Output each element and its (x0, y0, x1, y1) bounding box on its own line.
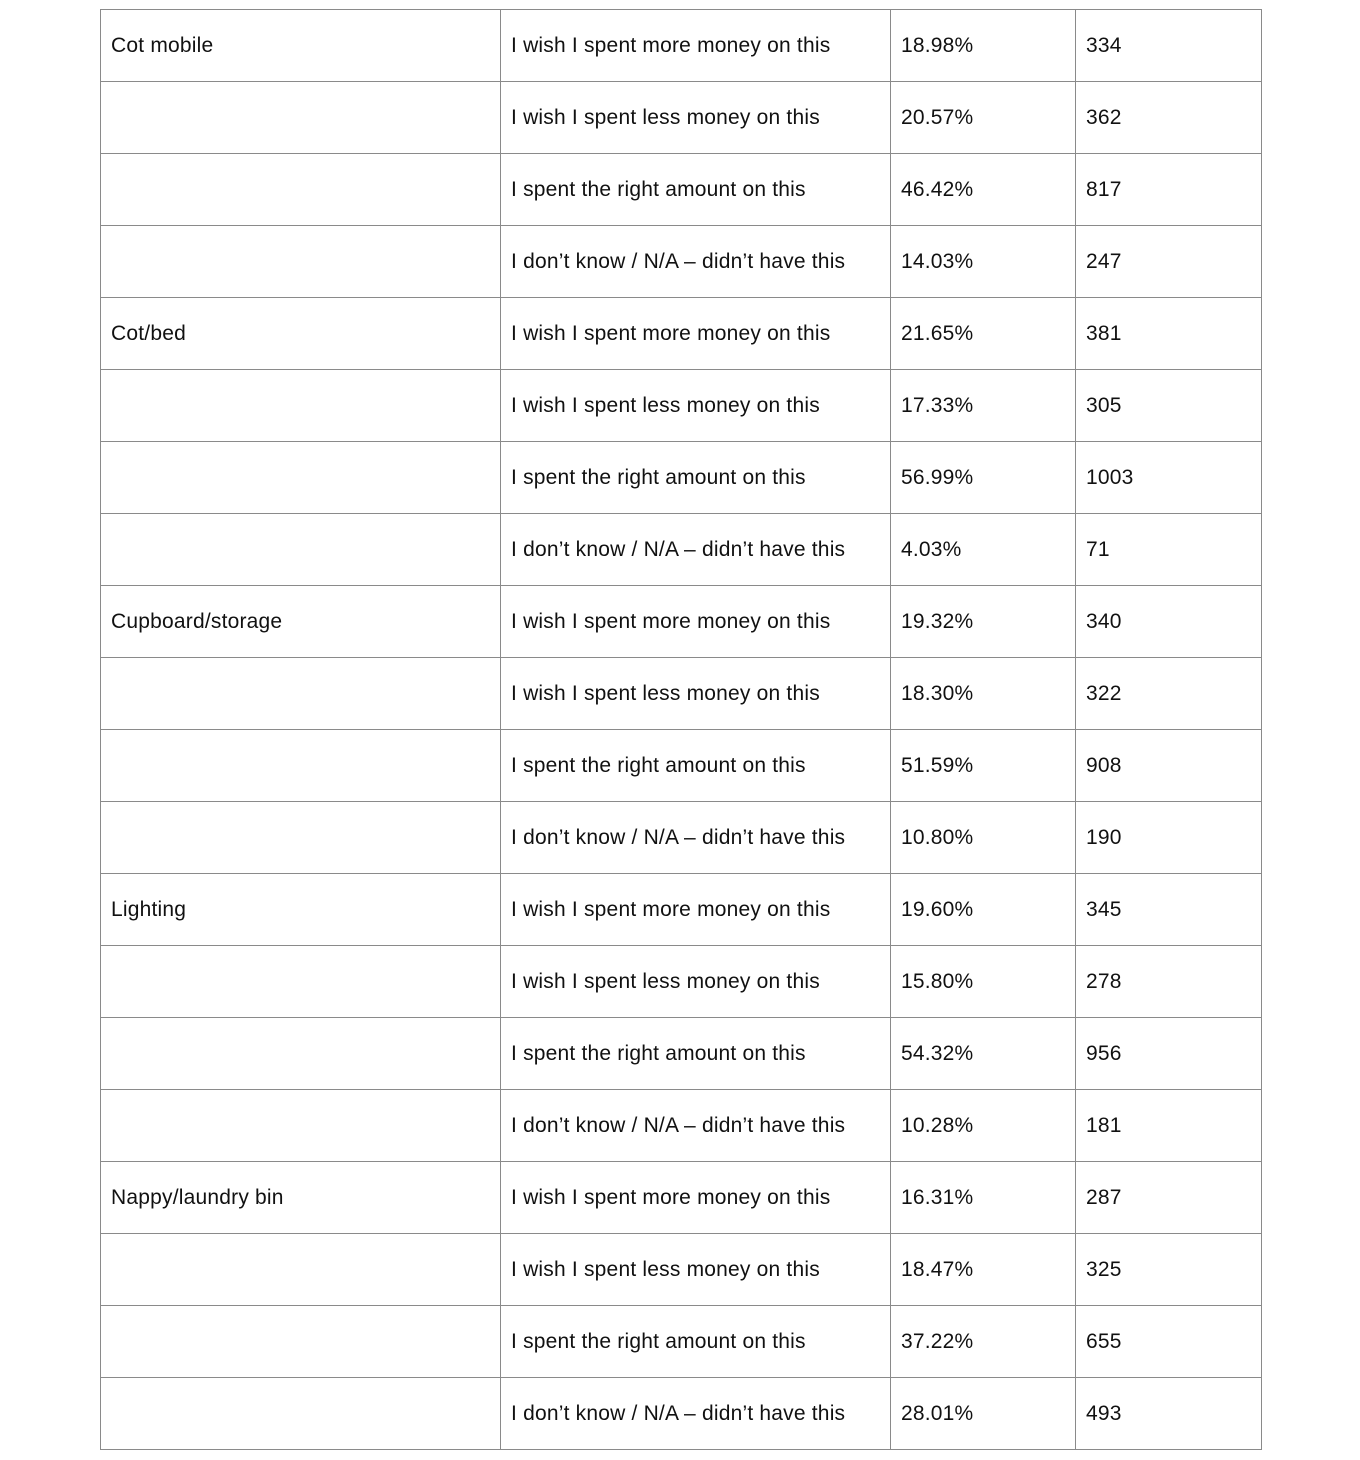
table-row (101, 1306, 1262, 1378)
item-cell (101, 82, 501, 154)
percent-cell: 14.03% (891, 226, 1076, 298)
response-cell: I spent the right amount on this (501, 1306, 891, 1378)
percent-cell: 20.57% (891, 82, 1076, 154)
count-cell: 817 (1076, 154, 1262, 226)
response-cell: I wish I spent less money on this (501, 946, 891, 1018)
percent-cell: 21.65% (891, 298, 1076, 370)
count-cell: 655 (1076, 1306, 1262, 1378)
count-cell: 956 (1076, 1018, 1262, 1090)
response-cell: I wish I spent more money on this (501, 10, 891, 82)
table-row (101, 82, 1262, 154)
count-cell: 287 (1076, 1162, 1262, 1234)
table-row (101, 802, 1262, 874)
spending-survey-table (100, 9, 1262, 1450)
response-cell: I don’t know / N/A – didn’t have this (501, 1378, 891, 1450)
response-cell: I don’t know / N/A – didn’t have this (501, 1090, 891, 1162)
item-cell (101, 658, 501, 730)
item-cell: Lighting (101, 874, 501, 946)
item-cell (101, 370, 501, 442)
percent-cell: 18.98% (891, 10, 1076, 82)
response-cell: I wish I spent more money on this (501, 1162, 891, 1234)
item-cell (101, 1306, 501, 1378)
count-cell: 305 (1076, 370, 1262, 442)
table-row (101, 874, 1262, 946)
table-row (101, 298, 1262, 370)
percent-cell: 19.60% (891, 874, 1076, 946)
count-cell: 181 (1076, 1090, 1262, 1162)
item-cell (101, 802, 501, 874)
item-cell (101, 946, 501, 1018)
item-cell: Cot mobile (101, 10, 501, 82)
response-cell: I don’t know / N/A – didn’t have this (501, 226, 891, 298)
item-cell (101, 154, 501, 226)
count-cell: 340 (1076, 586, 1262, 658)
response-cell: I spent the right amount on this (501, 442, 891, 514)
response-cell: I wish I spent more money on this (501, 298, 891, 370)
response-cell: I wish I spent less money on this (501, 370, 891, 442)
table-row (101, 586, 1262, 658)
count-cell: 345 (1076, 874, 1262, 946)
response-cell: I spent the right amount on this (501, 154, 891, 226)
table-row (101, 514, 1262, 586)
table-row (101, 226, 1262, 298)
percent-cell: 28.01% (891, 1378, 1076, 1450)
item-cell (101, 1378, 501, 1450)
response-cell: I spent the right amount on this (501, 730, 891, 802)
table-row (101, 442, 1262, 514)
table-row (101, 946, 1262, 1018)
table-row (101, 1090, 1262, 1162)
percent-cell: 51.59% (891, 730, 1076, 802)
item-cell (101, 730, 501, 802)
table-row (101, 1162, 1262, 1234)
item-cell (101, 1018, 501, 1090)
table-row (101, 370, 1262, 442)
percent-cell: 37.22% (891, 1306, 1076, 1378)
percent-cell: 10.80% (891, 802, 1076, 874)
percent-cell: 19.32% (891, 586, 1076, 658)
count-cell: 190 (1076, 802, 1262, 874)
percent-cell: 56.99% (891, 442, 1076, 514)
percent-cell: 18.30% (891, 658, 1076, 730)
table-row (101, 730, 1262, 802)
count-cell: 908 (1076, 730, 1262, 802)
percent-cell: 16.31% (891, 1162, 1076, 1234)
response-cell: I don’t know / N/A – didn’t have this (501, 802, 891, 874)
response-cell: I spent the right amount on this (501, 1018, 891, 1090)
table-row (101, 1018, 1262, 1090)
table-row (101, 1378, 1262, 1450)
percent-cell: 17.33% (891, 370, 1076, 442)
percent-cell: 15.80% (891, 946, 1076, 1018)
table-row (101, 10, 1262, 82)
percent-cell: 4.03% (891, 514, 1076, 586)
item-cell: Cot/bed (101, 298, 501, 370)
item-cell (101, 1090, 501, 1162)
percent-cell: 46.42% (891, 154, 1076, 226)
response-cell: I wish I spent more money on this (501, 586, 891, 658)
count-cell: 381 (1076, 298, 1262, 370)
count-cell: 278 (1076, 946, 1262, 1018)
item-cell (101, 514, 501, 586)
item-cell (101, 442, 501, 514)
count-cell: 71 (1076, 514, 1262, 586)
response-cell: I don’t know / N/A – didn’t have this (501, 514, 891, 586)
count-cell: 493 (1076, 1378, 1262, 1450)
response-cell: I wish I spent less money on this (501, 82, 891, 154)
count-cell: 362 (1076, 82, 1262, 154)
percent-cell: 18.47% (891, 1234, 1076, 1306)
percent-cell: 10.28% (891, 1090, 1076, 1162)
item-cell (101, 226, 501, 298)
response-cell: I wish I spent less money on this (501, 1234, 891, 1306)
count-cell: 1003 (1076, 442, 1262, 514)
count-cell: 325 (1076, 1234, 1262, 1306)
item-cell (101, 1234, 501, 1306)
table-row (101, 658, 1262, 730)
response-cell: I wish I spent less money on this (501, 658, 891, 730)
count-cell: 322 (1076, 658, 1262, 730)
count-cell: 334 (1076, 10, 1262, 82)
item-cell: Nappy/laundry bin (101, 1162, 501, 1234)
table-row (101, 154, 1262, 226)
item-cell: Cupboard/storage (101, 586, 501, 658)
table-row (101, 1234, 1262, 1306)
response-cell: I wish I spent more money on this (501, 874, 891, 946)
count-cell: 247 (1076, 226, 1262, 298)
percent-cell: 54.32% (891, 1018, 1076, 1090)
